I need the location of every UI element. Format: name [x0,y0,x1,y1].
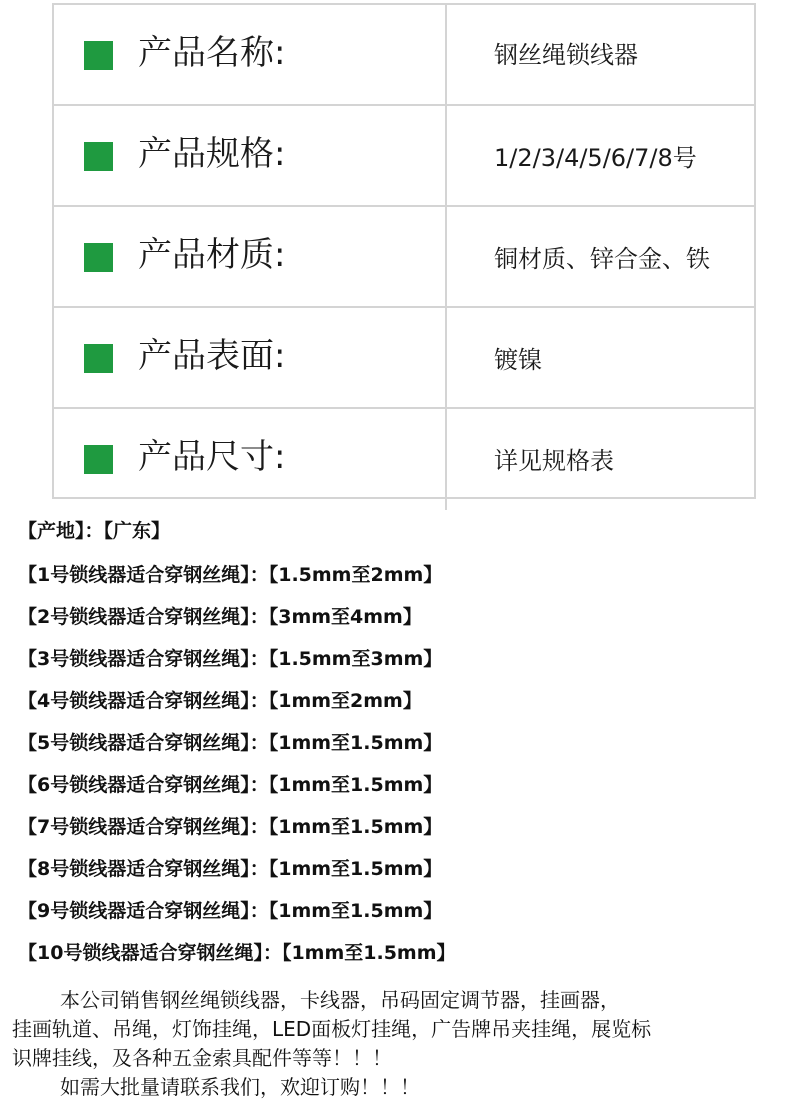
column-divider [445,409,447,510]
spec-value: 镀镍 [494,346,542,374]
spec-table [52,3,756,499]
spec-value: 铜材质、锌合金、铁 [494,245,710,273]
spec-row-name [54,5,754,106]
spec-value: 1/2/3/4/5/6/7/8号 [494,144,697,172]
origin-line: 【产地】：【广东】 [18,520,171,542]
size-line: 【7号锁线器适合穿钢丝绳】：【1mm至1.5mm】 [18,816,443,838]
column-divider [445,106,447,205]
column-divider [445,5,447,104]
description-line: 本公司销售钢丝绳锁线器，卡线器，吊码固定调节器，挂画器， [60,988,620,1012]
spec-label: 产品规格: [138,134,286,174]
size-line: 【6号锁线器适合穿钢丝绳】：【1mm至1.5mm】 [18,774,443,796]
spec-label: 产品材质: [138,235,286,275]
size-line: 【2号锁线器适合穿钢丝绳】：【3mm至4mm】 [18,606,422,628]
spec-row-spec [54,106,754,207]
spec-value: 详见规格表 [494,447,614,475]
size-line: 【9号锁线器适合穿钢丝绳】：【1mm至1.5mm】 [18,900,443,922]
green-square-icon [84,445,113,474]
column-divider [445,308,447,407]
spec-row-surface [54,308,754,409]
spec-row-material [54,207,754,308]
size-line: 【10号锁线器适合穿钢丝绳】：【1mm至1.5mm】 [18,942,456,964]
green-square-icon [84,243,113,272]
size-line: 【4号锁线器适合穿钢丝绳】：【1mm至2mm】 [18,690,422,712]
column-divider [445,207,447,306]
spec-label: 产品名称: [138,33,286,73]
description-line: 识牌挂线，及各种五金索具配件等等！！！ [12,1046,392,1070]
size-line: 【8号锁线器适合穿钢丝绳】：【1mm至1.5mm】 [18,858,443,880]
green-square-icon [84,142,113,171]
size-line: 【1号锁线器适合穿钢丝绳】：【1.5mm至2mm】 [18,564,443,586]
spec-row-size [54,409,754,510]
description-line: 如需大批量请联系我们，欢迎订购！！！ [60,1075,420,1099]
spec-label: 产品尺寸: [138,437,286,477]
description-line: 挂画轨道、吊绳，灯饰挂绳，LED面板灯挂绳，广告牌吊夹挂绳，展览标 [12,1017,652,1041]
spec-label: 产品表面: [138,336,286,376]
green-square-icon [84,41,113,70]
size-line: 【5号锁线器适合穿钢丝绳】：【1mm至1.5mm】 [18,732,443,754]
spec-value: 钢丝绳锁线器 [494,41,638,69]
green-square-icon [84,344,113,373]
size-line: 【3号锁线器适合穿钢丝绳】：【1.5mm至3mm】 [18,648,443,670]
